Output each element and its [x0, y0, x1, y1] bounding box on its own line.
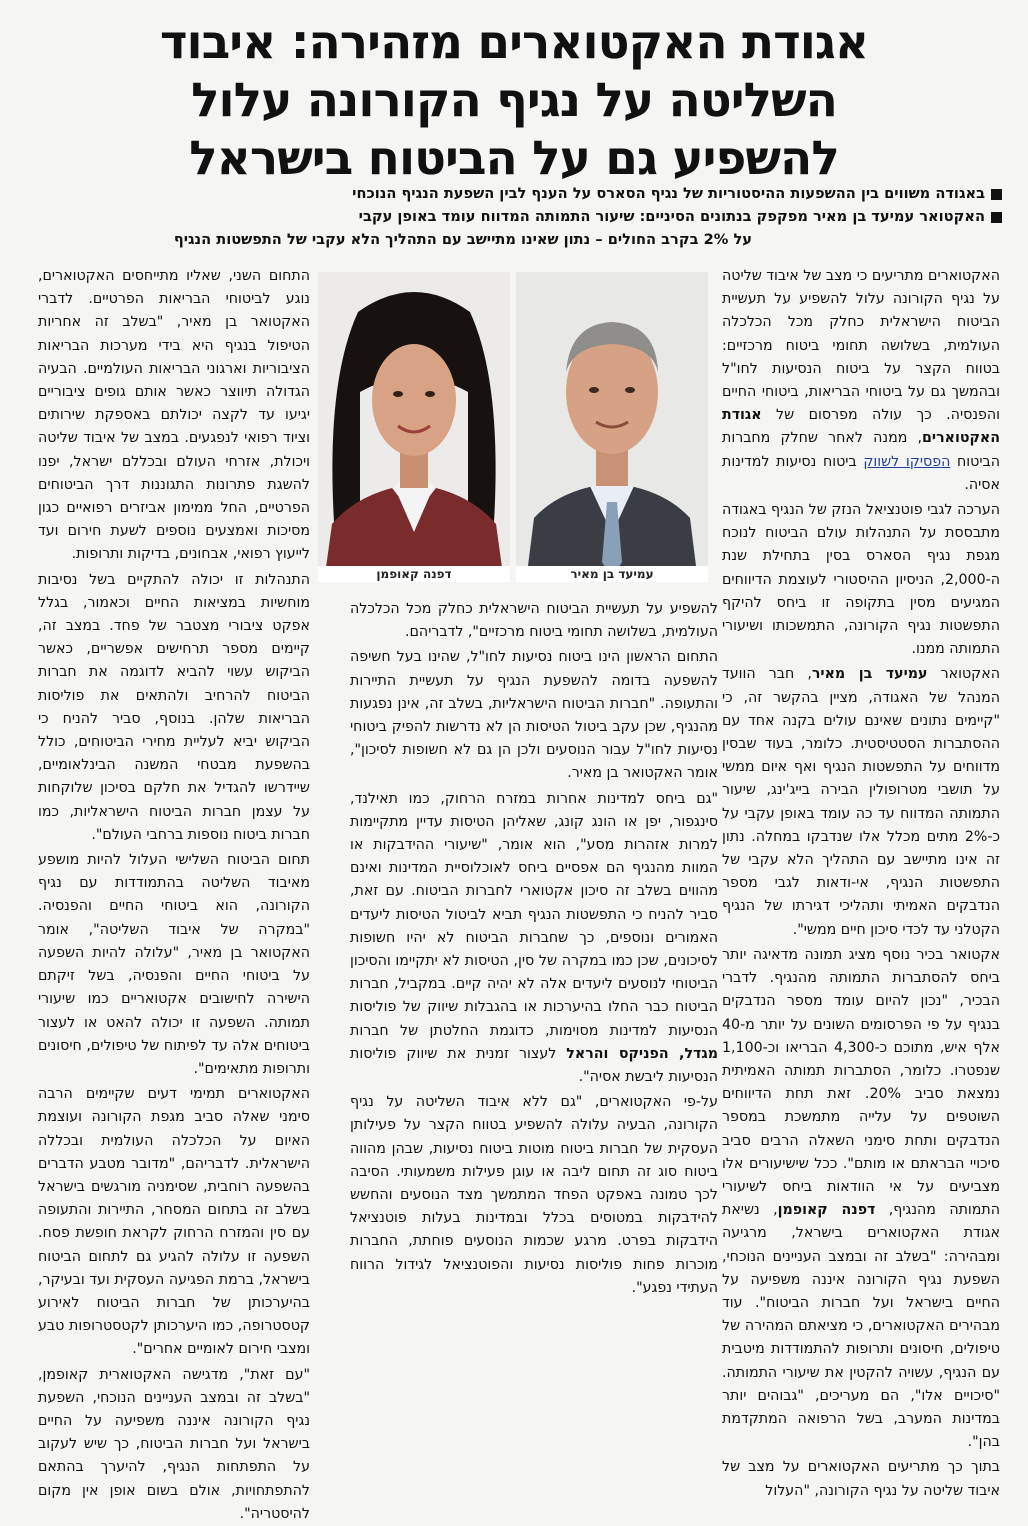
paragraph: "גם ביחס למדינות אחרות במזרח הרחוק, כמו תאילנד, סינגפור, יפן או הונג קונג, שאליהן הטיסות עדיין מתקיימות למרות אזהרות מסע", הוא אומר, "שיעורי ההידבקות או המוות מהנגיף הם אפסיים ביחס לאוכלוסיית המדינות ואינם מהווים בשלב זה סיכון אקטוארי לחברות הביטוח. עם זאת, סביר להניח כי התפשטות הנגיף תביא לביטול הטיסות ליעדים האמורים ונוספים, כך שחברות הביטוח לא יהיו חשופות לסיכונים, שכן כמו במקרה של סין, הטיסות לא יתקיימו והסיכון הביטוחי לנוסעים ליעדים אלה לא יהיה קיים. במקביל, חברות הביטוח כבר החלו בהיערכות או בהגבלות שיווק של פוליסות הנסיעות למדינות מסוימות, כדוגמת החלטתן של חברות מגדל, הפניקס והראל לעצור זמנית את שיווק פוליסות הנסיעות ליבשת אסיה". [350, 790, 718, 1086]
subhead-2: האקטואר עמיעד בן מאיר מפקפק בנתונים הסיניים: שיעור התמותה המדווח עומד באופן עקבי [24, 205, 1002, 228]
subheadlines [24, 182, 1002, 251]
paragraph: תחום הביטוח השלישי העלול להיות מושפע מאיבוד השליטה בהתמודדות עם נגיף הקורונה, הוא ביטוחי החיים והפנסיה. "במקרה של איבוד השליטה", אומר האקטואר בן מאיר, "עלולה להיות השפעה על ביטוחי החיים והפנסיה, בשל זיקתם הישירה לחישובים אקטואריים כמו שיעורי תמותה. השפעה זו יכולה להאט או לעצור ביטוחים אלה עד לפיתוח של טיפולים, חיסונים ותרופות מתאימים". [38, 852, 310, 1077]
headline-line-3: להשפיע גם על הביטוח בישראל [189, 131, 839, 186]
article-column-right [722, 265, 1001, 1499]
article-column-middle [350, 598, 718, 1405]
paragraph: התחום השני, שאליו מתייחסים האקטוארים, נוגע לביטוחי הבריאות הפרטיים. לדברי האקטואר בן מאיר, "בשלב זה אחריות הטיפול בנגיף היא בידי מערכות הבריאות הציבוריות וארגוני הבריאות העולמיים. הבעיה הגדולה תיווצר כאשר אותם גופים ציבוריים יגיעו עד לקצה יכולתם באספקת שירותים וציוד רפואי לנפגעים. במצב של איבוד שליטה ויכולת, אזרחי העולם ובכללם ישראל, יפנו להשגת פתרונות התגוננות דרך הביטוחים הפרטיים, החל ממימון אביזרים רפואיים כגון מסיכות ואמצעים נוספים לשעת חירום ועד לייעוץ רפואי, אבחונים, בדיקות ותרופות. [38, 268, 310, 563]
paragraph: "עם זאת", מדגישה האקטוארית קאופמן, "בשלב זה ובמצב העניינים הנוכחי, השפעת נגיף הקורונה איננה משפיעה על החיים בישראל ועל חברות הביטוח, כך שיש לעקוב על התפתחות הנגיף, להיערך בהתאם להתפתחויות, אולם בשום אופן אין מקום להיסטריה". [38, 1366, 310, 1522]
paragraph: התנהלות זו יכולה להתקיים בשל נסיבות מוחשיות במציאות החיים וכאמור, בגלל אפקט ציבורי מצטבר של פחד. במצב זה, קיימים מספר תרחישים אפשריים, כאשר הביקוש עשוי להביא לדוגמה את חברות הביטוח להרחיב ולהתאים את פוליסות הבריאות שלהן. בנוסף, סביר להניח כי הביקוש יביא לעליית מחירי הביטוחים, כולל בהשפעת מבטחי המשנה הבינלאומיים, שיידרשו להגדיל את חלקם בסיכון שלוקחות על עצמן חברות הביטוח הישראליות, כמו חברות ביטוח נוספות ברחבי העולם". [38, 571, 310, 843]
article-link[interactable]: הפסיקו לשווק [863, 453, 951, 470]
square-bullet-icon [991, 212, 1002, 223]
subhead-2-continued: על 2% בקרב החולים – נתון שאינו מתיישב עם התהליך הלא עקבי של התפשטות הנגיף [173, 231, 752, 248]
caption-dana: דפנה קאופמן [318, 566, 510, 582]
paragraph: אקטואר בכיר נוסף מציג תמונה מדאיגה יותר ביחס להסתברות התמותה מהנגיף. לדברי הבכיר, "נכון להיום עומד מספר הנדבקים בנגיף על פי הפרסומים השונים על יותר מ-40 אלף איש, מתוכם כ-4,300 הבריאו וכ-1,100 שנפטרו. כלומר, הסתברות תמותה האמיתית נמצאת סביב 20%. זאת תחת הדיווחים השוטפים על עלייה מתמשכת במספר הנדבקים ותחת סימני השאלה הרבים סביב סיכויי הבראתם או מותם". ככל שישיעורים אלו מצביעים על אי הוודאות ביחס לשיעורי התמותה מהנגיף, דפנה קאופמן, נשיאת אגודת האקטוארים בישראל, מרגיעה ומבהירה: "בשלב זה ובמצב העניינים הנוכחי, השפעת נגיף הקורונה איננה משפיעה על החיים בישראל ועל חברות הביטוח". עוד מבהירים האקטוארים, כי מציאתם המהירה של טיפולים, חיסונים ותרופות להתמודדות מיטבית עם הנגיף, עשויה להקטין את שיעורי התמותה. "סיכויים אלו", הם מעריכים, "גבוהים יותר במדינות המערב, בשל הרפואה המתקדמת בהן". [722, 946, 1001, 1451]
photo-amiad-ben-meir [516, 272, 708, 582]
portrait-woman-image [318, 272, 510, 582]
paragraph: האקטוארים תמימי דעים שקיימים הרבה סימני שאלה סביב מגפת הקורונה ועוצמת האיום על הכלכלה העולמית ובכללה הישראלית. לדבריהם, "מדובר מטבע הדברים בהשפעה רוחבית, שסימניה מורגשים בישראל בשלב זה בתחום המסחר, התיירות והתעופה עם סין והמזרח הרחוק לקראת חופשת פסח. השפעה זו עלולה להגיע גם לתחום הביטוח בישראל, ברמת הפגיעה העסקית ועד ובעיקר, בהיערכותן של חברות הביטוח לאירוע קטסטרופה, כמו היערכותן לקטסטרופות טבע ומצבי חירום לאומיים אחרים". [38, 1086, 310, 1358]
paragraph: להשפיע על תעשיית הביטוח הישראלית כחלק מכל הכלכלה העולמית, בשלושה תחומי ביטוח מרכזיים", לדבריהם. [350, 601, 718, 641]
headline-line-2: השליטה על נגיף הקורונה עלול [191, 73, 837, 128]
portrait-man-image [516, 272, 708, 582]
paragraph: האקטוארים מתריעים כי מצב של איבוד שליטה על נגיף הקורונה עלול להשפיע על תעשיית הביטוח הישראלית כחלק מכל הכלכלה העולמית, בשלושה תחומי ביטוח מרכזיים: בטווח הקצר על ביטוח הנסיעות לחו"ל ובהמשך גם על ביטוחי הבריאות, ביטוחי החיים והפנסיה. כך עולה מפרסום של אגודת האקטוארים, ממנה לאחר שחלק מחברות הביטוח הפסיקו לשווק ביטוח נסיעות למדינות אסיה. [722, 268, 1001, 493]
square-bullet-icon [991, 189, 1002, 200]
headline-line-1: אגודת האקטוארים מזהירה: איבוד [159, 15, 869, 70]
caption-amiad: עמיעד בן מאיר [516, 566, 708, 582]
paragraph: הערכה לגבי פוטנציאל הנזק של הנגיף באגודה מתבססת על התנהלות עולם הביטוח לנוכח מגפת נגיף הסארס בסין בתחילת שנת ה-2,000, הניסיון ההיסטורי לעוצמת הדיווחים המגיעים מסין בתקופה זו ביחס להיקף התפשטות נגיף הקורונה, התמשכותו ושיעורי התמותה ממנו. [722, 502, 1000, 658]
paragraph: התחום הראשון הינו ביטוח נסיעות לחו"ל, שהינו בעל חשיפה להשפעה בדומה להשפעת הנגיף על תעשיית התיירות והתעופה. "חברות הביטוח הישראליות, בשלב זה, אינן נפגעות מהנגיף, שכן עקב ביטול הטיסות הן לא נדרשות להפיק ביטוחי נסיעות לחו"ל עבור הנוסעים ולכן הן גם לא חשופות לסיכון", אומר האקטואר בן מאיר. [350, 649, 718, 782]
article-column-left [38, 265, 310, 1522]
paragraph: בתוך כך מתריעים האקטוארים על מצב של איבוד שליטה על נגיף הקורונה, "העלול [722, 1459, 1000, 1499]
paragraph: האקטואר עמיעד בן מאיר, חבר הוועד המנהל של האגודה, מציין בהקשר זה, כי "קיימים נתונים שאינם עולים בקנה אחד עם ההסתברות הסטטיסטית. כלומר, בעוד שבסין מדווחים על התפשטות הנגיף ואף איום ממשי על תושבי מטרופולין הבירה בייג'ינג, שיעור התמותה המדווח עד כה עומד באופן עקבי על כ-2% מתים מכלל אלו שנדבקו במחלה. נתון זה אינו מתיישב עם התהליך הלא עקבי של התפשטות הנגיף, אי-ודאות לגבי מספר הנדבקים האמיתי ותהליכי דגירתו של הנגיף הקטלני עד לכדי סיכון חיים ממשי". [722, 666, 1000, 938]
paragraph: על-פי האקטוארים, "גם ללא איבוד השליטה על נגיף הקורונה, הבעיה עלולה להשפיע בטווח הקצר על פעילותן העסקית של חברות ביטוח מוטות ביטוח נסיעות, שבהן מהווה ביטוח סוג זה תחום ליבה או עוגן פעילות משמעותי. הסיבה לכך טמונה באפקט הפחד המתמשך מצד הנוסעים והחשש להידבקות במטוסים בכלל ובמדינות בעלות פוטנציאל הידבקות בפרט. מרגע שכמות הנוסעים פוחתת, החברות מוכרות פחות פוליסות נסיעות והפוטנציאל לגידול הרווח העתידי נפגע". [350, 1094, 718, 1296]
photo-dana-kaufman [318, 272, 510, 582]
headline [30, 14, 998, 188]
subhead-1: באגודה משווים בין ההשפעות ההיסטוריות של נגיף הסארס על הענף לבין השפעת הנגיף הנוכחי [24, 182, 1002, 205]
